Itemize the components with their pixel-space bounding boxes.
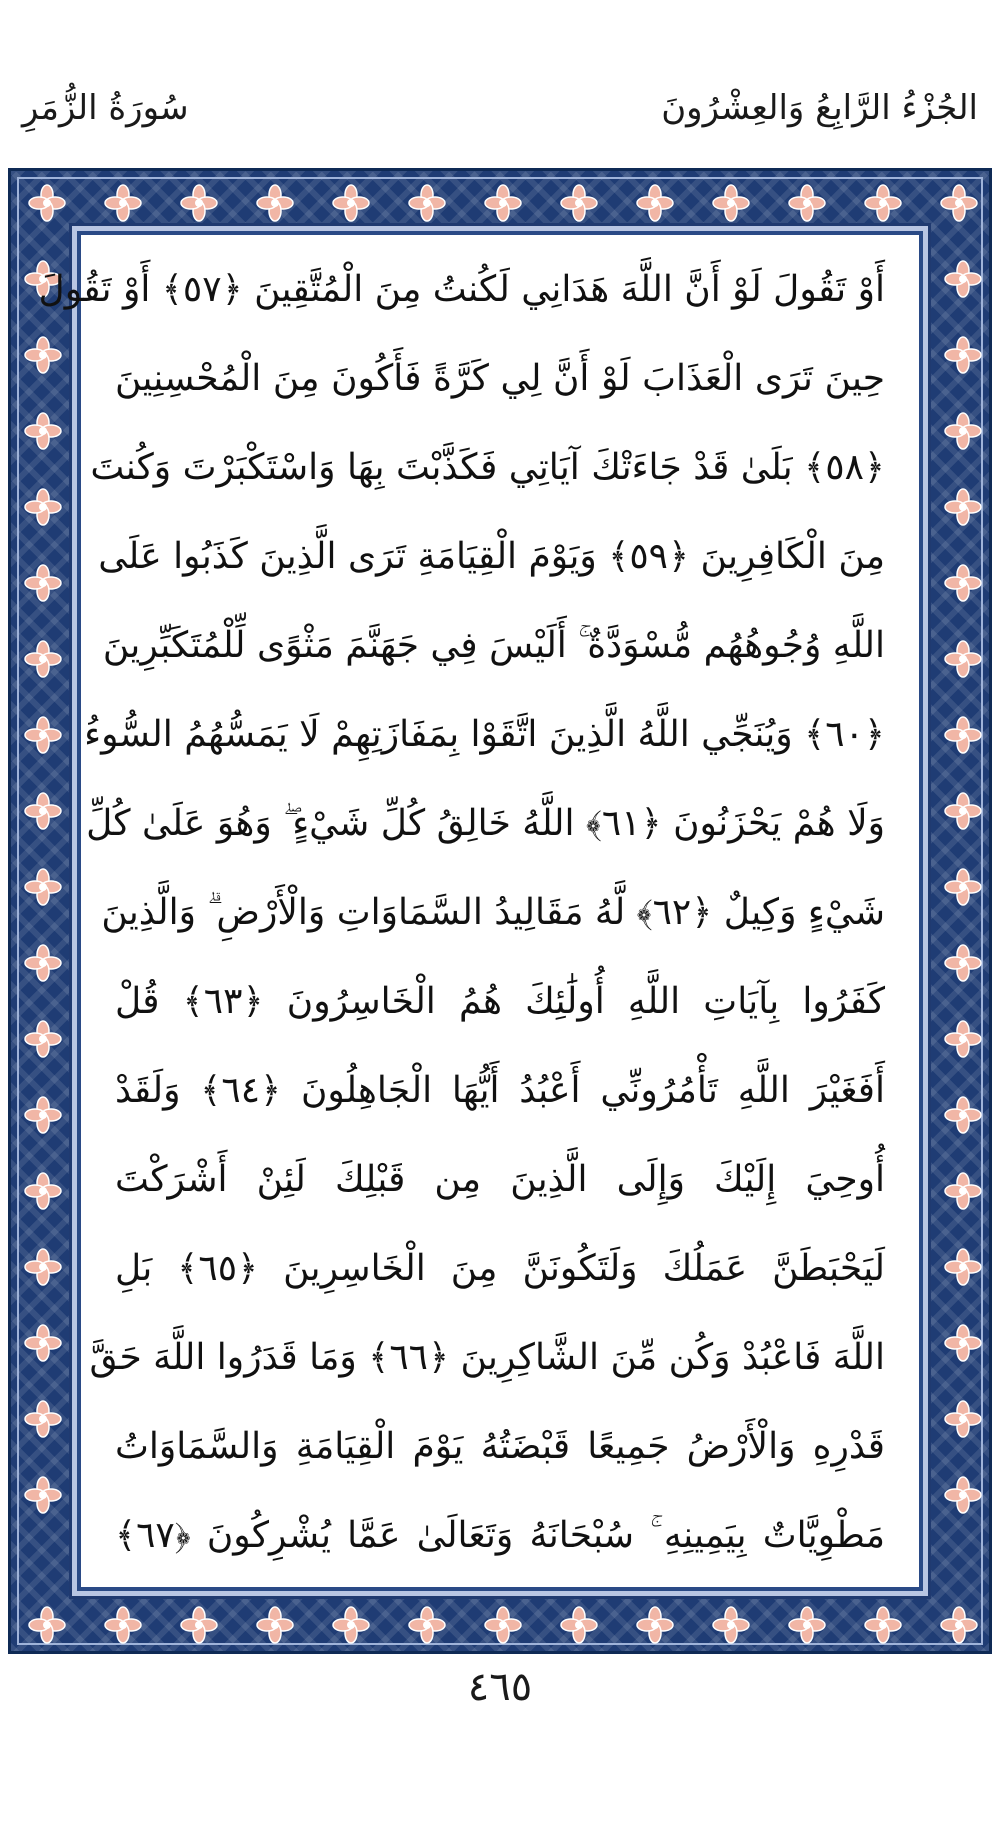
flower-icon — [485, 1607, 521, 1643]
verse-line: اللَّهِ وُجُوهُهُم مُّسْوَدَّةٌ ۚ أَلَيْسَ فِي جَهَنَّمَ مَثْوًى لِّلْمُتَكَبِّرِينَ — [102, 625, 885, 666]
flower-icon — [865, 1607, 901, 1643]
flower-icon — [25, 1173, 61, 1209]
verse-line: شَيْءٍ وَكِيلٌ ﴿٦٢﴾ لَّهُ مَقَالِيدُ السَّمَاوَاتِ وَالْأَرْضِ ۗ وَالَّذِينَ — [101, 892, 885, 933]
flower-icon — [713, 185, 749, 221]
verse-line: حِينَ تَرَى الْعَذَابَ لَوْ أَنَّ لِي كَرَّةً فَأَكُونَ مِنَ الْمُحْسِنِينَ — [115, 358, 885, 399]
flower-icon — [333, 1607, 369, 1643]
flower-icon — [485, 185, 521, 221]
flower-icon — [409, 185, 445, 221]
verse-line: كَفَرُوا بِآيَاتِ اللَّهِ أُولَٰئِكَ هُمُ الْخَاسِرُونَ ﴿٦٣﴾ قُلْ — [115, 981, 885, 1022]
flower-icon — [561, 1607, 597, 1643]
flower-icon — [945, 413, 981, 449]
flower-icon — [945, 1401, 981, 1437]
verse-lines — [38, 245, 886, 1580]
flower-icon — [25, 717, 61, 753]
flower-icon — [945, 489, 981, 525]
flower-icon — [105, 185, 141, 221]
flower-icon — [945, 1249, 981, 1285]
verse-line: ﴿٥٨﴾ بَلَىٰ قَدْ جَاءَتْكَ آيَاتِي فَكَذَّبْتَ بِهَا وَاسْتَكْبَرْتَ وَكُنتَ — [90, 447, 885, 488]
flower-icon — [945, 1477, 981, 1513]
flower-icon — [945, 1021, 981, 1057]
flower-icon — [945, 261, 981, 297]
flower-icon — [257, 185, 293, 221]
flower-icon — [945, 945, 981, 981]
flower-icon — [257, 1607, 293, 1643]
flower-icon — [333, 185, 369, 221]
verse-line: اللَّهَ فَاعْبُدْ وَكُن مِّنَ الشَّاكِرِينَ ﴿٦٦﴾ وَمَا قَدَرُوا اللَّهَ حَقَّ — [89, 1337, 885, 1378]
flower-icon — [945, 337, 981, 373]
flower-icon — [945, 717, 981, 753]
flower-icon — [25, 489, 61, 525]
verse-line: أَوْ تَقُولَ لَوْ أَنَّ اللَّهَ هَدَانِي لَكُنتُ مِنَ الْمُتَّقِينَ ﴿٥٧﴾ أَوْ تَقُولَ — [38, 269, 885, 310]
flower-icon — [105, 1607, 141, 1643]
verse-line: وَلَا هُمْ يَحْزَنُونَ ﴿٦١﴾ اللَّهُ خَالِقُ كُلِّ شَيْءٍ ۖ وَهُوَ عَلَىٰ كُلِّ — [86, 803, 885, 844]
flower-icon — [865, 185, 901, 221]
verse-line: لَيَحْبَطَنَّ عَمَلُكَ وَلَتَكُونَنَّ مِنَ الْخَاسِرِينَ ﴿٦٥﴾ بَلِ — [115, 1248, 885, 1289]
flower-icon — [561, 185, 597, 221]
ornamental-frame — [8, 168, 992, 1654]
verse-line: أَفَغَيْرَ اللَّهِ تَأْمُرُونِّي أَعْبُدُ أَيُّهَا الْجَاهِلُونَ ﴿٦٤﴾ وَلَقَدْ — [115, 1070, 886, 1111]
verse-line: مَطْوِيَّاتٌ بِيَمِينِهِ ۚ سُبْحَانَهُ وَتَعَالَىٰ عَمَّا يُشْرِكُونَ ﴿٦٧﴾ — [115, 1515, 885, 1556]
text-panel — [38, 231, 923, 1591]
flower-icon — [25, 869, 61, 905]
flower-icon — [945, 1325, 981, 1361]
flower-icon — [637, 1607, 673, 1643]
verse-line: مِنَ الْكَافِرِينَ ﴿٥٩﴾ وَيَوْمَ الْقِيَامَةِ تَرَى الَّذِينَ كَذَبُوا عَلَى — [98, 536, 885, 577]
flower-icon — [25, 1477, 61, 1513]
verse-line: أُوحِيَ إِلَيْكَ وَإِلَى الَّذِينَ مِن قَبْلِكَ لَئِنْ أَشْرَكْتَ — [115, 1159, 885, 1200]
flower-icon — [25, 1097, 61, 1133]
flower-icon — [637, 185, 673, 221]
flower-icon — [29, 185, 65, 221]
flower-icon — [25, 641, 61, 677]
flower-icon — [25, 1249, 61, 1285]
flower-icon — [25, 413, 61, 449]
page-number: ٤٦٥ — [467, 1664, 533, 1710]
flower-icon — [29, 1607, 65, 1643]
flower-icon — [945, 641, 981, 677]
flower-icon — [945, 793, 981, 829]
flower-icon — [789, 185, 825, 221]
flower-icon — [25, 1021, 61, 1057]
flower-icon — [945, 869, 981, 905]
flower-icon — [25, 1325, 61, 1361]
flower-icon — [25, 337, 61, 373]
verse-line: ﴿٦٠﴾ وَيُنَجِّي اللَّهُ الَّذِينَ اتَّقَوْا بِمَفَازَتِهِمْ لَا يَمَسُّهُمُ السُّوءُ — [84, 714, 885, 755]
flower-icon — [789, 1607, 825, 1643]
flower-icon — [25, 793, 61, 829]
flower-icon — [25, 565, 61, 601]
flower-icon — [945, 565, 981, 601]
flower-icon — [409, 1607, 445, 1643]
flower-icon — [25, 1401, 61, 1437]
flower-icon — [713, 1607, 749, 1643]
flower-icon — [941, 185, 977, 221]
page-header — [0, 0, 1000, 160]
flower-icon — [25, 945, 61, 981]
flower-icon — [941, 1607, 977, 1643]
flower-icon — [945, 1097, 981, 1133]
flower-icon — [945, 1173, 981, 1209]
flower-icon — [181, 185, 217, 221]
verse-line: قَدْرِهِ وَالْأَرْضُ جَمِيعًا قَبْضَتُهُ يَوْمَ الْقِيَامَةِ وَالسَّمَاوَاتُ — [115, 1426, 885, 1467]
juz-name: الجُزْءُ الرَّابِعُ وَالعِشْرُونَ — [661, 88, 978, 128]
surah-name: سُورَةُ الزُّمَرِ — [22, 88, 189, 128]
flower-icon — [181, 1607, 217, 1643]
